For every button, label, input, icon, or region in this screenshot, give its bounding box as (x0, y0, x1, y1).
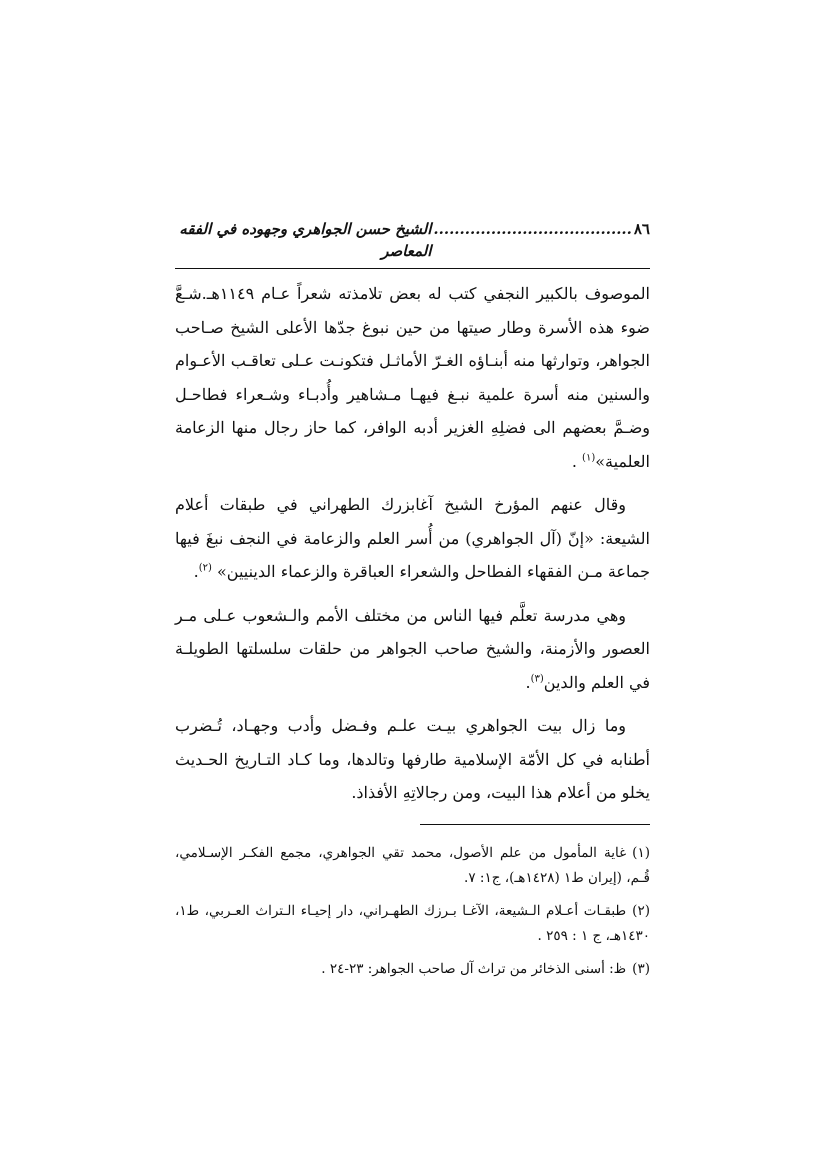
footnote-separator (420, 824, 650, 825)
paragraph-3 (175, 599, 650, 700)
book-page (175, 218, 650, 990)
paragraph-tail: . (525, 672, 531, 692)
paragraph-text: الموصوف بالكبير النجفي كتب له بعض تلامذته شعراً عـام ١١٤٩هـ.شـعَّ ضوء هذه الأسرة وطار صيتها من حين نبوغ جدّها الأعلى الشيخ صـاحب الجواهر، وتوارثها منه أبنـاؤه الغـرّ الأماثـل فتكونـت عـلى تعاقـب الأعـوام والسنين منه أسرة علمية نبـغ فيهـا مـشاهير وأُدبـاء وشـعراء فطاحـل وضـمَّ بعضهم الى فضلِهِ الغزير أدبه الوافر، كما حاز رجال منها الزعامة العلمية» (175, 284, 650, 471)
footnote-text: ظ: أسنى الذخائر من تراث آل صاحب الجواهر: ٢٣-٢٤ . (321, 960, 627, 977)
footnote-number: (٣) (632, 960, 650, 977)
paragraph-1 (175, 277, 650, 478)
footnote-ref-2[interactable]: (٢) (198, 562, 212, 574)
footnote-2 (175, 899, 650, 949)
paragraph-2 (175, 488, 650, 589)
paragraph-text: وهي مدرسة تعلَّم فيها الناس من مختلف الأمم والـشعوب عـلى مـر العصور والأزمنة، والشيخ صاحب الجواهر من حلقات سلسلتها الطويلـة في العلم والدين (175, 605, 650, 692)
running-head-dots: ...................................... (433, 220, 632, 238)
footnote-number: (١) (632, 844, 650, 861)
footnote-1 (175, 841, 650, 891)
footnote-number: (٢) (632, 902, 650, 919)
footnote-3 (175, 957, 650, 982)
paragraph-tail: . (193, 562, 199, 581)
footnote-ref-3[interactable]: (٣) (530, 673, 544, 685)
footnote-ref-1[interactable]: (١) (582, 452, 596, 464)
paragraph-text: وما زال بيت الجواهري بيـت علـم وفـضل وأدب وجهـاد، تُـضرب أطنابه في كل الأمّة الإسلامية طارفها وتالدها، وما كـاد التـاريخ الحـديث يخلو من أعلام هذا البيت، ومن رجالاتِهِ الأفذاذ. (175, 716, 650, 802)
paragraph-tail: . (571, 451, 583, 471)
page-number: ٨٦ (633, 220, 650, 238)
paragraph-4 (175, 709, 650, 810)
footnote-text: طبقـات أعـلام الـشيعة، الآغـا بـرزك الطهـراني، دار إحيـاء الـتراث العـربي، ط١، ١٤٣٠هـ، ج ١ : ٢٥٩ . (175, 902, 650, 944)
running-head (175, 218, 650, 269)
running-head-title: الشيخ حسن الجواهري وجهوده في الفقه المعاصر (179, 220, 432, 260)
paragraph-text: وقال عنهم المؤرخ الشيخ آغابزرك الطهراني في طبقات أعلام الشيعة: «إنّ (آل الجواهري) من أُسر العلم والزعامة في النجف نبغَ فيها جماعة مـن الفقهاء الفطاحل والشعراء العباقرة والزعماء الدينيين» (175, 495, 650, 581)
footnote-text: غاية المأمول من علم الأصول، محمد تقي الجواهري، مجمع الفكـر الإسـلامي، قُـم، (إيران ط١ (١٤٢٨هـ)، ج١: ٧. (175, 844, 650, 886)
